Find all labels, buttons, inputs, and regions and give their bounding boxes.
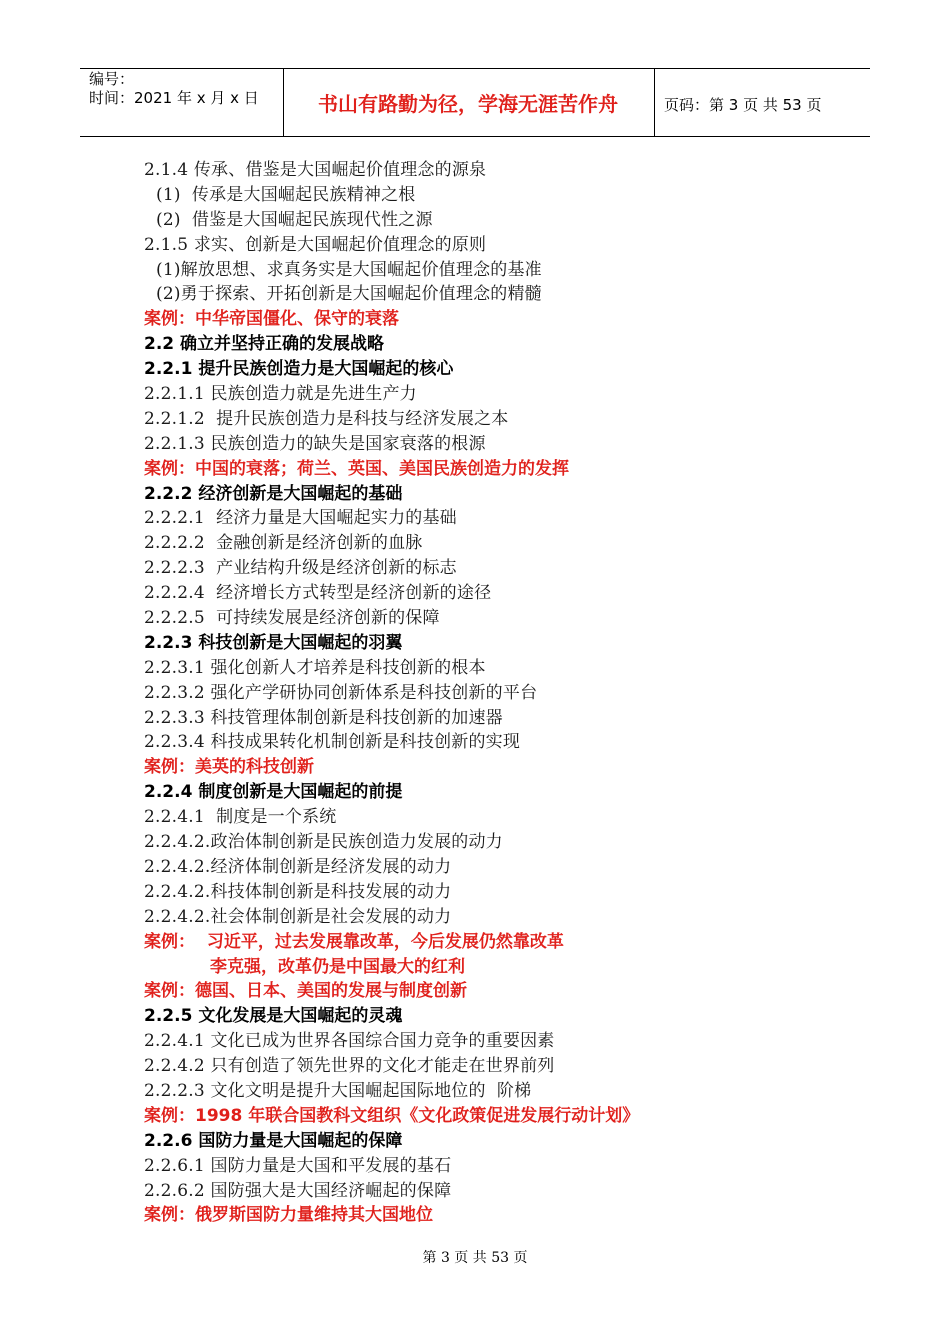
header-top-rule [80, 68, 870, 69]
page-footer: 第 3 页 共 53 页 [422, 1250, 528, 1266]
outline-line: 2.2.1.3 民族创造力的缺失是国家衰落的根源 [144, 433, 486, 454]
section-heading: 2.2.5 文化发展是大国崛起的灵魂 [144, 1006, 403, 1027]
outline-line: 2.2.3.2 强化产学研协同创新体系是科技创新的平台 [144, 682, 538, 703]
header-divider-right [654, 68, 655, 136]
outline-line: 2.2.2.2 金融创新是经济创新的血脉 [144, 533, 423, 554]
outline-line: (1)解放思想、求真务实是大国崛起价值理念的基准 [156, 259, 542, 280]
case-line: 案例：中华帝国僵化、保守的衰落 [144, 309, 399, 330]
outline-line: 2.2.4.2.政治体制创新是民族创造力发展的动力 [144, 832, 503, 853]
case-line: 案例：德国、日本、美国的发展与制度创新 [144, 981, 467, 1002]
outline-line: 2.2.3.4 科技成果转化机制创新是科技创新的实现 [144, 732, 521, 753]
header-page-info: 页码：第 3 页 共 53 页 [664, 96, 822, 114]
outline-line: 2.2.6.1 国防力量是大国和平发展的基石 [144, 1155, 452, 1176]
outline-line: 2.2.2.5 可持续发展是经济创新的保障 [144, 608, 440, 629]
case-line: 案例： 习近平，过去发展靠改革，今后发展仍然靠改革 [144, 931, 564, 952]
outline-line: 2.2.4.1 制度是一个系统 [144, 807, 337, 828]
outline-line: 2.2.4.2 只有创造了领先世界的文化才能走在世界前列 [144, 1056, 555, 1077]
case-line: 案例：美英的科技创新 [144, 757, 314, 778]
outline-content [144, 158, 864, 1228]
outline-line: 2.2.3.1 强化创新人才培养是科技创新的根本 [144, 657, 486, 678]
header-meta [89, 70, 259, 108]
outline-line: 2.2.4.2.社会体制创新是社会发展的动力 [144, 906, 452, 927]
case-line: 案例：1998 年联合国教科文组织《文化政策促进发展行动计划》 [144, 1105, 640, 1126]
outline-line: 2.2.4.2.科技体制创新是科技发展的动力 [144, 881, 452, 902]
outline-line: 2.2.4.1 文化已成为世界各国综合国力竞争的重要因素 [144, 1031, 555, 1052]
section-heading: 2.2.1 提升民族创造力是大国崛起的核心 [144, 359, 454, 380]
case-line: 案例：中国的衰落；荷兰、英国、美国民族创造力的发挥 [144, 458, 569, 479]
section-heading: 2.2 确立并坚持正确的发展战略 [144, 334, 385, 355]
header-number-label: 编号： [89, 70, 135, 88]
header-date-label: 时间：2021 年 x 月 x 日 [89, 89, 259, 107]
header-bottom-rule [80, 136, 870, 137]
header-motto: 书山有路勤为径，学海无涯苦作舟 [318, 92, 618, 116]
outline-line: 2.2.6.2 国防强大是大国经济崛起的保障 [144, 1180, 452, 1201]
section-heading: 2.2.3 科技创新是大国崛起的羽翼 [144, 632, 403, 653]
case-line: 李克强，改革仍是中国最大的红利 [210, 956, 465, 977]
outline-line: 2.2.3.3 科技管理体制创新是科技创新的加速器 [144, 707, 503, 728]
outline-line: 2.2.2.4 经济增长方式转型是经济创新的途径 [144, 583, 492, 604]
outline-line: (2) 借鉴是大国崛起民族现代性之源 [156, 209, 433, 230]
outline-line: 2.2.2.1 经济力量是大国崛起实力的基础 [144, 508, 457, 529]
outline-line: 2.1.4 传承、借鉴是大国崛起价值理念的源泉 [144, 160, 487, 180]
outline-line: (1) 传承是大国崛起民族精神之根 [156, 184, 416, 205]
section-heading: 2.2.4 制度创新是大国崛起的前提 [144, 782, 403, 803]
outline-line: 2.1.5 求实、创新是大国崛起价值理念的原则 [144, 234, 487, 255]
outline-line: 2.2.1.2 提升民族创造力是科技与经济发展之本 [144, 408, 509, 429]
outline-line: 2.2.2.3 产业结构升级是经济创新的标志 [144, 558, 457, 579]
outline-line: 2.2.4.2.经济体制创新是经济发展的动力 [144, 856, 452, 877]
outline-line: 2.2.2.3 文化文明是提升大国崛起国际地位的 阶梯 [144, 1080, 532, 1101]
outline-line: 2.2.1.1 民族创造力就是先进生产力 [144, 384, 417, 405]
case-line: 案例：俄罗斯国防力量维持其大国地位 [144, 1205, 433, 1226]
section-heading: 2.2.2 经济创新是大国崛起的基础 [144, 483, 403, 504]
outline-line: (2)勇于探索、开拓创新是大国崛起价值理念的精髓 [156, 284, 542, 305]
section-heading: 2.2.6 国防力量是大国崛起的保障 [144, 1130, 403, 1151]
